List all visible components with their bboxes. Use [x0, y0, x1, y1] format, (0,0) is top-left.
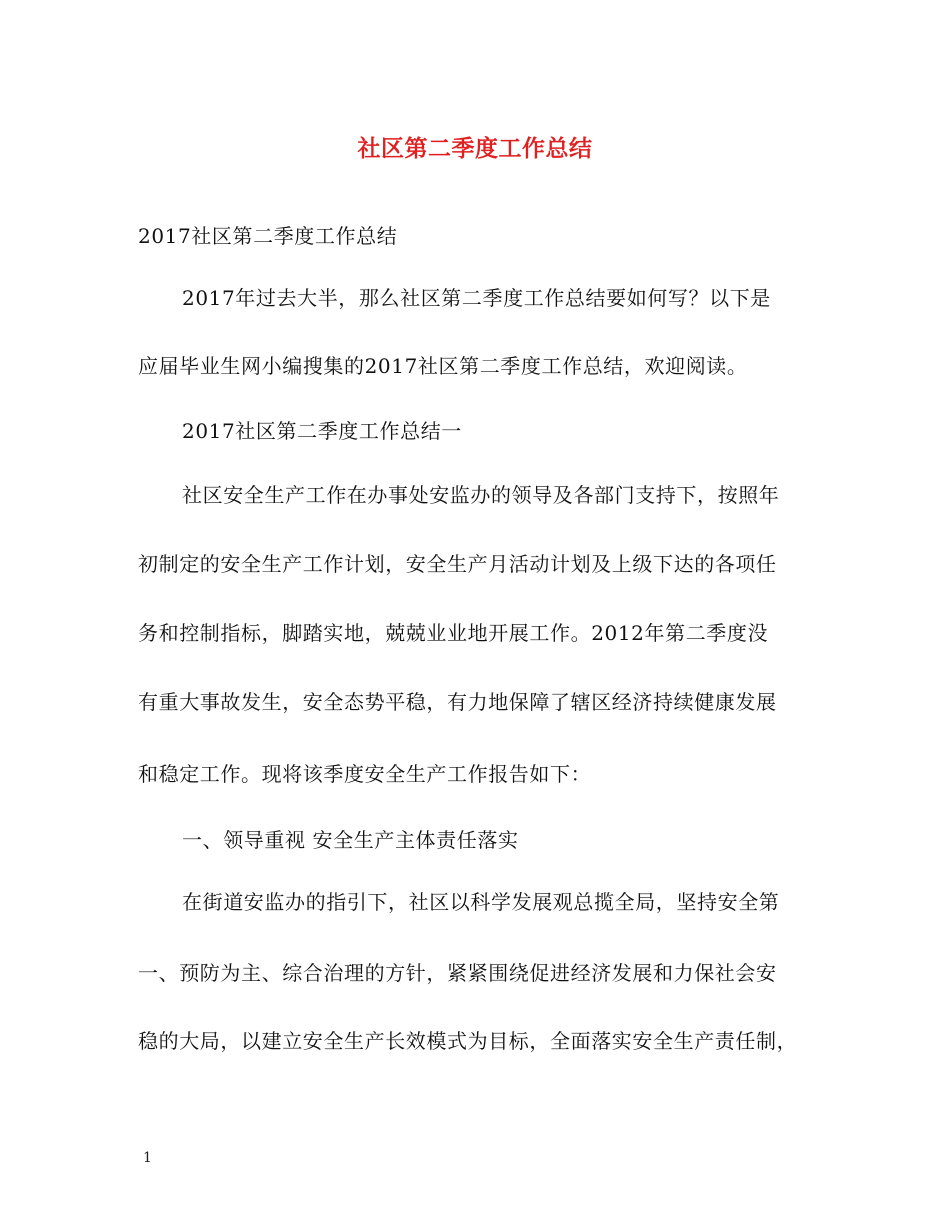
subtitle-line: 2017社区第二季度工作总结: [138, 224, 398, 248]
section-heading: 一、领导重视 安全生产主体责任落实: [182, 828, 519, 852]
paragraph-line: 社区安全生产工作在办事处安监办的领导及各部门支持下，按照年: [182, 483, 780, 507]
page-number: 1: [143, 1150, 152, 1166]
paragraph-line: 应届毕业生网小编搜集的2017社区第二季度工作总结，欢迎阅读。: [138, 354, 748, 378]
paragraph-line: 初制定的安全生产工作计划，安全生产月活动计划及上级下达的各项任: [138, 552, 777, 576]
paragraph-line: 在街道安监办的指引下，社区以科学发展观总揽全局，坚持安全第: [182, 890, 780, 914]
section-heading: 2017社区第二季度工作总结一: [182, 419, 462, 443]
document-title: 社区第二季度工作总结: [357, 135, 593, 162]
paragraph-line: 务和控制指标，脚踏实地，兢兢业业地开展工作。2012年第二季度没: [138, 621, 769, 645]
paragraph-line: 2017年过去大半，那么社区第二季度工作总结要如何写？以下是: [182, 286, 771, 310]
paragraph-line: 稳的大局，以建立安全生产长效模式为目标，全面落实安全生产责任制，: [138, 1029, 798, 1053]
paragraph-line: 和稳定工作。现将该季度安全生产工作报告如下：: [138, 762, 592, 786]
paragraph-line: 一、预防为主、综合治理的方针，紧紧围绕促进经济发展和力保社会安: [138, 961, 777, 985]
paragraph-line: 有重大事故发生，安全态势平稳，有力地保障了辖区经济持续健康发展: [138, 690, 777, 714]
